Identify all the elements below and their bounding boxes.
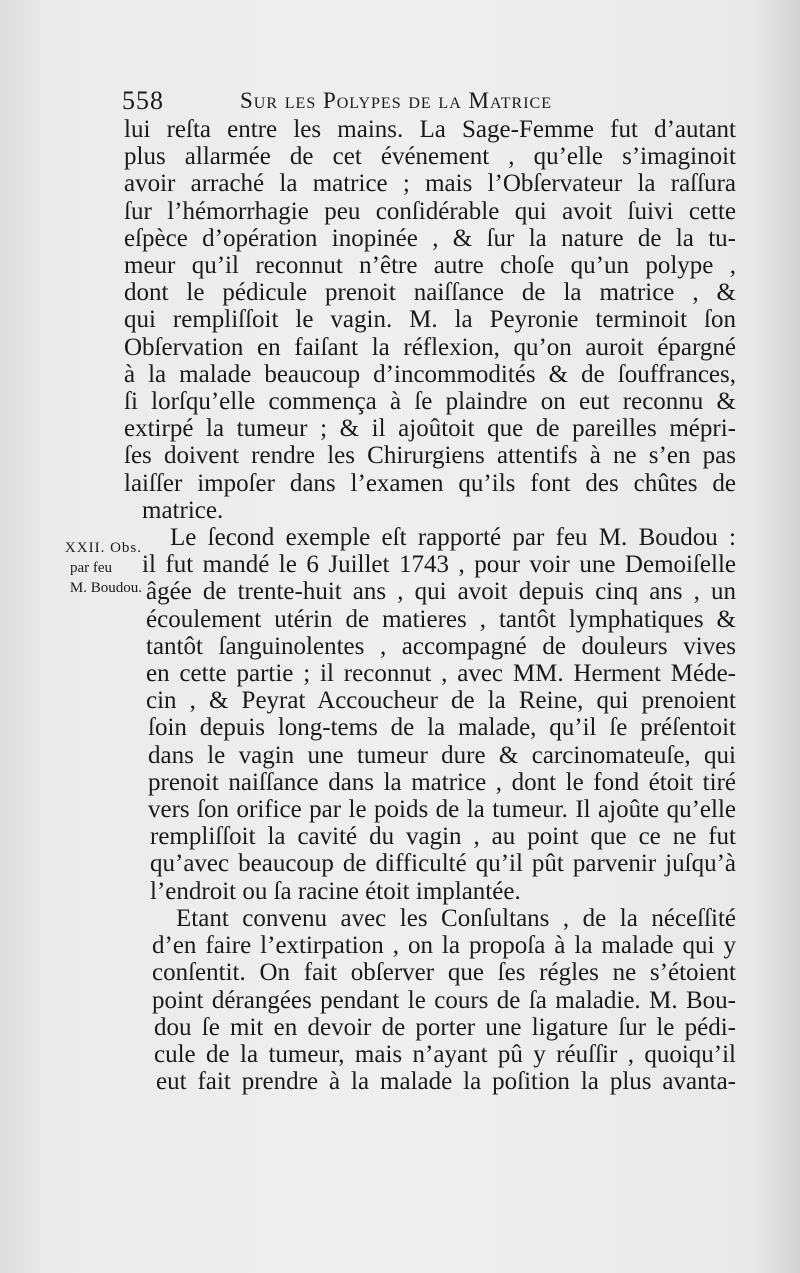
text-line: Etant convenu avec les Conſultans , de la néceſſité [176,904,736,932]
text-line: vers ſon orifice par le poids de la tumeur. Il ajoûte qu’elle [148,796,736,824]
text-line: extirpé la tumeur ; & il ajoûtoit que de pareilles mépri- [124,415,736,443]
text-line: conſentit. On fait obſerver que ſes régles ne s’étoient [152,959,736,987]
text-line: dans le vagin une tumeur dure & carcinomateuſe, qui [148,741,736,769]
text-line: avoir arraché la matrice ; mais l’Obſervateur la raſſura [124,170,736,198]
body-text [124,116,736,1095]
running-title: Sur les Polypes de la Matrice [240,88,552,113]
text-line: meur qu’il reconnut n’être autre choſe qu’un polype , [124,252,736,280]
text-line: dont le pédicule prenoit naiſſance de la matrice , & [124,279,736,307]
text-line: ſoin depuis long-tems de la malade, qu’il ſe préſentoit [148,714,736,742]
text-line: en cette partie ; il reconnut , avec MM. Herment Méde- [146,660,736,688]
text-line: ſur l’hémorrhagie peu conſidérable qui avoit ſuivi cette [124,197,736,225]
text-line: plus allarmée de cet événement , qu’elle s’imaginoit [124,143,736,171]
text-line: écoulement utérin de matieres , tantôt lymphatiques & [146,605,736,633]
text-line: Obſervation en faiſant la réflexion, qu’on auroit épargné [124,333,736,361]
text-line: à la malade beaucoup d’incommodités & de ſouffrances, [124,360,736,388]
text-line: ſi lorſqu’elle commença à ſe plaindre on eut reconnu & [124,388,736,416]
text-line: ſes doivent rendre les Chirurgiens attentifs à ne s’en pas [124,442,736,470]
text-line: cin , & Peyrat Accoucheur de la Reine, qui prenoient [146,687,736,715]
text-line: qu’avec beaucoup de difficulté qu’il pût parvenir juſqu’à [150,850,736,878]
text-line: âgée de trente-huit ans , qui avoit depuis cinq ans , un [146,578,736,606]
text-line: lui reſta entre les mains. La Sage-Femme fut d’autant [124,116,736,143]
page-number: 558 [122,86,164,115]
text-line: l’endroit ou ſa racine étoit implantée. [150,877,521,905]
page-header [122,86,632,120]
text-line: matrice. [142,496,224,524]
text-line: Le ſecond exemple eſt rapporté par feu M. Boudou : [170,524,736,552]
text-line: eut fait prendre à la malade la poſition la plus avanta- [156,1068,736,1096]
text-line: d’en faire l’extirpation , on la propoſa à la malade qui y [152,932,736,960]
margin-note-line: XXII. Obs. [64,540,142,556]
text-line: point dérangées pendant le cours de ſa maladie. M. Bou- [152,986,736,1014]
text-line: dou ſe mit en devoir de porter une ligature ſur le pédi- [154,1013,736,1041]
text-line: laiſſer impoſer dans l’examen qu’ils font des chûtes de [124,469,736,497]
text-line: eſpèce d’opération inopinée , & ſur la nature de la tu- [124,224,736,252]
text-line: cule de la tumeur, mais n’ayant pû y réuſſir , quoiqu’il [154,1040,736,1068]
text-line: tantôt ſanguinolentes , accompagné de douleurs vives [146,632,736,660]
text-line: qui rempliſſoit le vagin. M. la Peyronie terminoit ſon [124,306,736,334]
text-line: rempliſſoit la cavité du vagin , au point que ce ne fut [150,823,736,851]
text-line: il fut mandé le 6 Juillet 1743 , pour voir une Demoiſelle [142,551,736,579]
margin-note-line: par feu [69,560,113,576]
text-line: prenoit naiſſance dans la matrice , dont le fond étoit tiré [148,768,736,796]
margin-note-line: M. Boudou. [69,580,142,596]
